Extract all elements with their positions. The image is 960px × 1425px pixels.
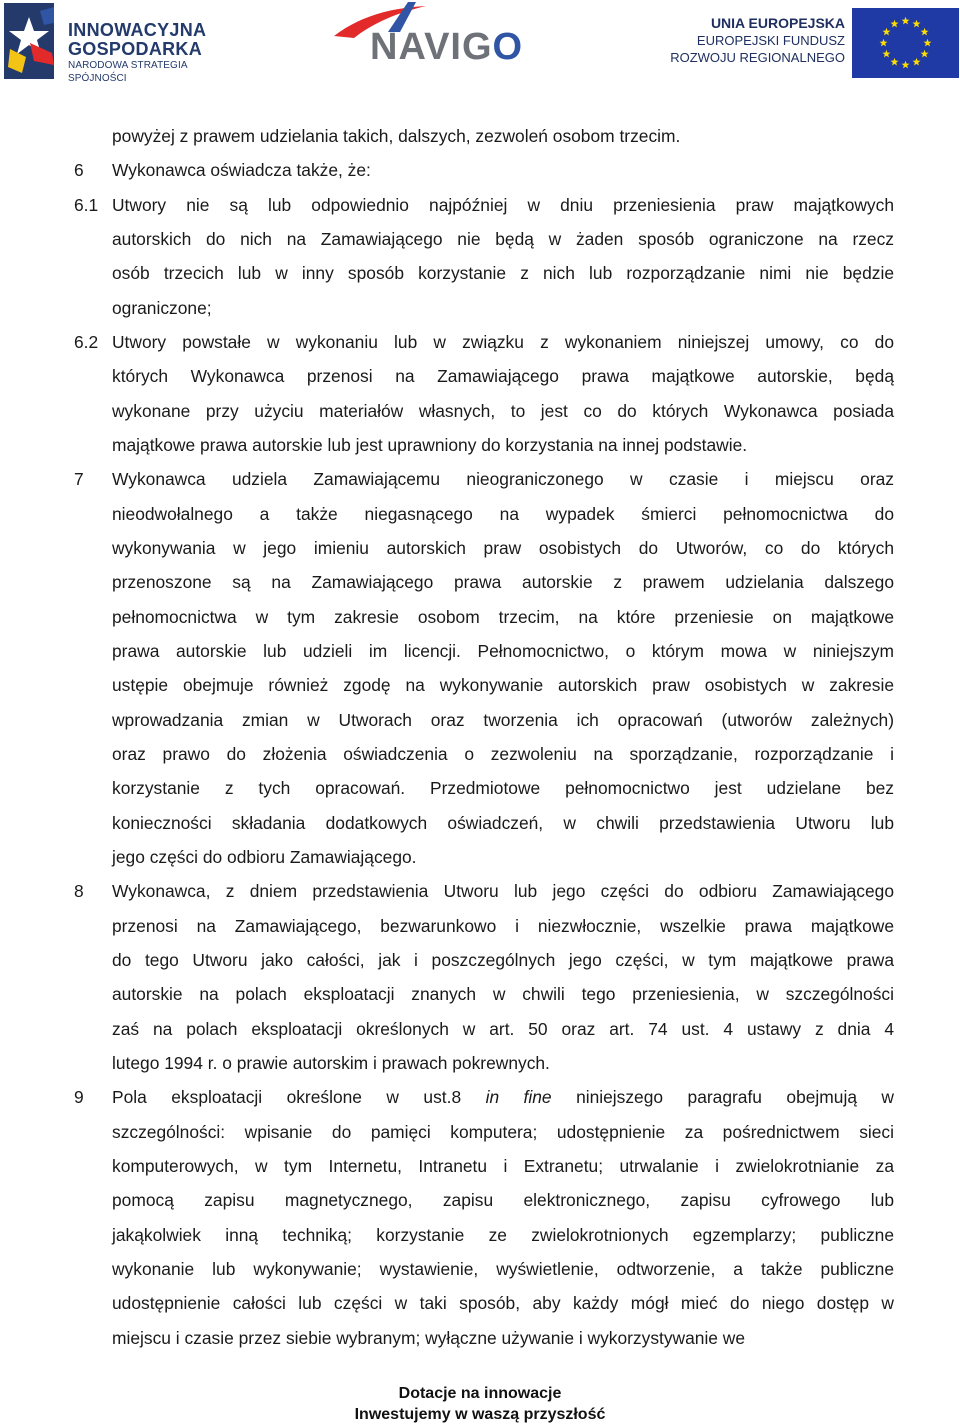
item-number-6: 6 xyxy=(74,160,84,180)
ig-star-mark-icon xyxy=(4,3,56,79)
ig-text-block xyxy=(68,21,244,85)
text-line: jego części do odbioru Zamawiającego. xyxy=(112,847,417,867)
navigo-wordmark-o: O xyxy=(492,26,524,68)
text-line: nieodwołalnego a także niegasnącego na wypadek śmierci pełnomocnictwa do xyxy=(112,504,894,524)
text-line: autorskich do nich na Zamawiającego nie będą w żaden sposób ograniczone na rzecz xyxy=(112,229,894,249)
text-line: których Wykonawca przenosi na Zamawiającego prawa majątkowe autorskie, będą xyxy=(112,366,894,386)
text-line: przenoszone są na Zamawiającego prawa autorskie z prawem udzielania dalszego xyxy=(112,572,894,592)
text-line: wykonane przy użyciu materiałów własnych, to jest co do których Wykonawca posiada xyxy=(112,401,894,421)
text-line: powyżej z prawem udzielania takich, dalszych, zezwoleń osobom trzecim. xyxy=(112,126,681,146)
text-line: prawa autorskie lub udzieli im licencji. Pełnomocnictwo, o którym mowa w niniejszym xyxy=(112,641,894,661)
text-line: korzystanie z tych opracowań. Przedmiotowe pełnomocnictwo jest udzielane bez xyxy=(112,778,894,798)
eu-line2: EUROPEJSKI FUNDUSZ xyxy=(696,33,845,48)
item-number-6-1: 6.1 xyxy=(74,195,99,215)
text-line: udostępnienie całości lub części w taki sposób, aby każdy mógł mieć do niego dostęp w xyxy=(112,1293,894,1313)
text-line: Utwory nie są lub odpowiednio najpóźniej w dniu przeniesienia praw majątkowych xyxy=(112,195,894,215)
text-line: wykonywania w jego imieniu autorskich praw osobistych do Utworów, co do których xyxy=(112,538,894,558)
text-line: autorskie na polach eksploatacji znanych w chwili tego przeniesienia, w szczególności xyxy=(112,984,894,1004)
text-line: wykonanie lub wykonywanie; wystawienie, wyświetlenie, odtworzenie, a także publiczne xyxy=(112,1259,894,1279)
ig-line3: NARODOWA STRATEGIA SPÓJNOŚCI xyxy=(68,60,188,84)
text-line: komputerowych, w tym Internetu, Intranetu i Extranetu; utrwalanie i zwielokrotnianie za xyxy=(112,1156,894,1176)
text-line: do tego Utworu jako całości, jak i poszczególnych jego części, w tym majątkowe prawa xyxy=(112,950,894,970)
eu-flag-icon xyxy=(852,8,959,78)
text-line-part: niniejszego paragrafu obejmują w xyxy=(576,1087,894,1107)
item-number-6-2: 6.2 xyxy=(74,332,99,352)
eu-fund-logo xyxy=(655,8,960,80)
text-line: szczególności: wpisanie do pamięci komputera; udostępnienie za pośrednictwem sieci xyxy=(112,1122,894,1142)
innowacyjna-gospodarka-logo xyxy=(4,3,244,84)
text-line: przenosi na Zamawiającego, bezwarunkowo i niezwłocznie, wszelkie prawa majątkowe xyxy=(112,916,894,936)
text-line: Wykonawca oświadcza także, że: xyxy=(112,160,371,180)
text-line: ustępie obejmuje również zgodę na wykonywanie autorskich praw osobistych w zakresie xyxy=(112,675,894,695)
text-line: pomocą zapisu magnetycznego, zapisu elektronicznego, zapisu cyfrowego lub xyxy=(112,1190,894,1210)
footer-line1: Dotacje na innowacje xyxy=(398,1385,562,1402)
eu-text-block xyxy=(655,15,845,66)
text-line: jakąkolwiek inną techniką; korzystanie ze zwielokrotnionych egzemplarzy; publiczne xyxy=(112,1225,894,1245)
item-number-9: 9 xyxy=(74,1087,84,1107)
item-number-8: 8 xyxy=(74,881,84,901)
navigo-wordmark xyxy=(370,26,523,69)
text-line-with-italic xyxy=(112,1084,894,1110)
text-line: pełnomocnictwa w tym zakresie osobom trzecim, na które przeniesie on majątkowe xyxy=(112,607,894,627)
text-line: konieczności składania dodatkowych oświadczeń, w chwili przedstawienia Utworu lub xyxy=(112,813,894,833)
text-line: osób trzecich lub w inny sposób korzystanie z nich lub rozporządzanie nimi nie będzie xyxy=(112,263,894,283)
page-header xyxy=(0,0,960,85)
text-line: zaś na polach eksploatacji określonych w art. 50 oraz art. 74 ust. 4 ustawy z dnia 4 xyxy=(112,1019,894,1039)
ig-line2: GOSPODARKA xyxy=(68,39,203,59)
navigo-wordmark-main: NAVIG xyxy=(370,26,493,68)
text-line: Wykonawca udziela Zamawiającemu nieograniczonego w czasie i miejscu oraz xyxy=(112,469,894,489)
navigo-logo xyxy=(330,0,560,80)
text-line: majątkowe prawa autorskie lub jest uprawniony do korzystania na innej podstawie. xyxy=(112,435,748,455)
text-line-part: Pola eksploatacji określone w ust.8 xyxy=(112,1087,462,1107)
eu-line1: UNIA EUROPEJSKA xyxy=(710,15,845,31)
text-line: miejscu i czasie przez siebie wybranym; wyłączne używanie i wykorzystywanie we xyxy=(112,1328,746,1348)
footer-line2: Inwestujemy w waszą przyszłość xyxy=(354,1406,606,1423)
text-line: Utwory powstałe w wykonaniu lub w związku z wykonaniem niniejszej umowy, co do xyxy=(112,332,894,352)
text-line: oraz prawo do złożenia oświadczenia o zezwoleniu na sporządzanie, rozporządzanie i xyxy=(112,744,894,764)
page-footer xyxy=(0,1383,960,1425)
eu-line3: ROZWOJU REGIONALNEGO xyxy=(670,50,845,65)
ig-line1: INNOWACYJNA xyxy=(68,20,207,40)
item-number-7: 7 xyxy=(74,469,84,489)
text-line: lutego 1994 r. o prawie autorskim i prawach pokrewnych. xyxy=(112,1053,550,1073)
text-line: wprowadzania zmian w Utworach oraz tworzenia ich opracowań (utworów zależnych) xyxy=(112,710,894,730)
text-line: Wykonawca, z dniem przedstawienia Utworu lub jego części do odbioru Zamawiającego xyxy=(112,881,894,901)
italic-phrase: in fine xyxy=(485,1087,552,1107)
text-line: ograniczone; xyxy=(112,298,212,318)
